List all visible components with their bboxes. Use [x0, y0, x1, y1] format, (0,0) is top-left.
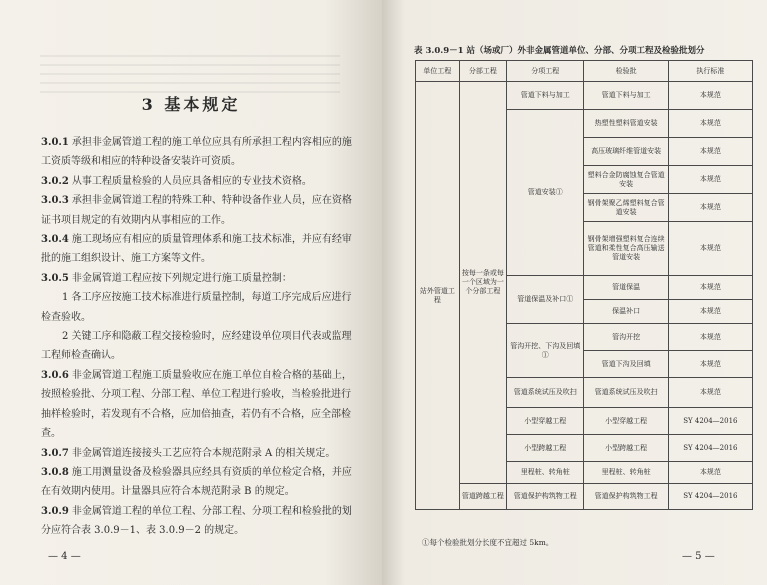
lot-cell: 塑料合金防腐蚀复合管道安装	[584, 166, 668, 194]
item-cell: 管道保护构筑物工程	[506, 484, 584, 510]
subdivision-cell: 管道跨越工程	[459, 484, 506, 510]
clause-3-0-6: 3.0.6 非金属管道工程施工质量验收应在施工单位自检合格的基础上，按照检验批、分项工程、分部工程、单位工程进行验收，当检验批进行抽样检验时，若发现有不合格，应加倍抽查，若仍有不合格，应全部检查。	[41, 369, 352, 440]
table-row	[416, 484, 753, 510]
std-cell: 本规范	[668, 110, 752, 138]
lot-cell: 管道系统试压及吹扫	[584, 378, 668, 408]
table-caption: 表 3.0.9－1 站（场或厂）外非金属管道单位、分部、分项工程及检验批划分	[414, 46, 705, 56]
clause-number: 3.0.7	[41, 447, 69, 459]
item-cell: 小型穿越工程	[506, 408, 584, 435]
header-cell: 单位工程	[416, 61, 460, 82]
lot-cell: 钢骨架聚乙烯塑料复合管道安装	[584, 194, 668, 222]
clause-number: 3.0.1	[41, 137, 69, 148]
std-cell: 本规范	[668, 276, 752, 300]
std-cell: 本规范	[668, 300, 752, 324]
header-cell: 分部工程	[459, 61, 506, 82]
clause-3-0-5-item-2: 2 关键工序和隐蔽工程交接检验时，应经建设单位项目代表或监理工程师检查确认。	[41, 331, 352, 362]
lot-cell: 钢骨架增强塑料复合连续管道和柔性复合高压输送管道安装	[584, 222, 668, 276]
lot-cell: 管道下料与加工	[584, 82, 668, 110]
clause-number: 3.0.6	[41, 369, 69, 381]
header-cell: 分项工程	[506, 61, 584, 82]
clause-number: 3.0.5	[41, 272, 69, 284]
page-number: — 4 —	[48, 551, 81, 562]
std-cell: SY 4204—2016	[668, 484, 752, 510]
clause-3-0-9: 3.0.9 非金属管道工程的单位工程、分部工程、分项工程和检验批的划分应符合表 3.0.9－1、表 3.0.9－2 的规定。	[41, 505, 352, 537]
std-cell: 本规范	[668, 324, 752, 351]
clauses-body	[41, 133, 353, 541]
lot-cell: 管道下沟及回填	[584, 351, 668, 378]
table-footnote: ①每个检验批划分长度不宜超过 5km。	[422, 538, 554, 547]
lot-cell: 小型跨越工程	[584, 435, 668, 462]
page-number: — 5 —	[682, 551, 715, 562]
item-cell: 管道系统试压及吹扫	[506, 378, 584, 408]
lot-cell: 小型穿越工程	[584, 408, 668, 435]
std-cell: 本规范	[668, 222, 752, 276]
left-page	[0, 0, 382, 585]
std-cell: 本规范	[668, 351, 752, 378]
std-cell: 本规范	[668, 138, 752, 166]
clause-3-0-2: 3.0.2 从事工程质量检验的人员应具备相应的专业技术资格。	[41, 175, 312, 187]
division-table	[415, 60, 753, 510]
clause-3-0-1: 3.0.1 承担非金属管道工程的施工单位应具有所承担工程内容相应的施工资质等级和相应的特种设备安装许可资质。	[41, 137, 352, 168]
clause-number: 3.0.8	[41, 466, 69, 478]
clause-3-0-4: 3.0.4 施工现场应有相应的质量管理体系和施工技术标准，并应有经审批的施工组织设计、施工方案等文件。	[41, 234, 352, 265]
clause-number: 3.0.2	[41, 175, 69, 187]
clause-3-0-5-item-1: 1 各工序应按施工技术标准进行质量控制，每道工序完成后应进行检查验收。	[41, 292, 352, 323]
std-cell: SY 4204—2016	[668, 408, 752, 435]
std-cell: 本规范	[668, 166, 752, 194]
lot-cell: 热塑性塑料管道安装	[584, 110, 668, 138]
std-cell: 本规范	[668, 82, 752, 110]
clause-number: 3.0.3	[41, 195, 69, 207]
show-through-text	[40, 55, 340, 95]
item-cell: 管道安装①	[506, 110, 584, 276]
unit-cell: 站外管道工程	[416, 82, 460, 510]
item-cell: 管道下料与加工	[506, 82, 584, 110]
lot-cell: 里程桩、转角桩	[584, 462, 668, 484]
clause-number: 3.0.9	[41, 505, 69, 517]
lot-cell: 管沟开挖	[584, 324, 668, 351]
clause-3-0-5: 3.0.5 非金属管道工程应按下列规定进行施工质量控制：	[41, 272, 292, 284]
subdivision-cell: 按每一条或每一个区域为一个分部工程	[459, 82, 506, 484]
item-cell: 小型跨越工程	[506, 435, 584, 462]
right-page	[382, 0, 767, 585]
lot-cell: 高压玻璃纤维管道安装	[584, 138, 668, 166]
chapter-title: 3 基本规定	[141, 95, 241, 114]
header-cell: 检验批	[584, 61, 668, 82]
header-cell: 执行标准	[668, 61, 752, 82]
std-cell: 本规范	[668, 378, 752, 408]
std-cell: SY 4204—2016	[668, 435, 752, 462]
clause-3-0-7: 3.0.7 非金属管道连接接头工艺应符合本规范附录 A 的相关规定。	[41, 447, 336, 459]
item-cell: 里程桩、转角桩	[506, 462, 584, 484]
clause-3-0-8: 3.0.8 施工用测量设备及检验器具应经具有资质的单位检定合格，并应在有效期内使用。计量器具应符合本规范附录 B 的规定。	[41, 466, 352, 498]
lot-cell: 保温补口	[584, 300, 668, 324]
clause-number: 3.0.4	[41, 234, 69, 246]
clause-3-0-3: 3.0.3 承担非金属管道工程的特殊工种、特种设备作业人员，应在资格证书项目规定的有效期内从事相应的工作。	[41, 195, 352, 226]
std-cell: 本规范	[668, 194, 752, 222]
std-cell: 本规范	[668, 462, 752, 484]
table-header-row	[416, 61, 753, 82]
lot-cell: 管道保温	[584, 276, 668, 300]
item-cell: 管沟开挖、下沟及回填①	[506, 324, 584, 378]
table-row	[416, 82, 753, 110]
lot-cell: 管道保护构筑物工程	[584, 484, 668, 510]
item-cell: 管道保温及补口①	[506, 276, 584, 324]
